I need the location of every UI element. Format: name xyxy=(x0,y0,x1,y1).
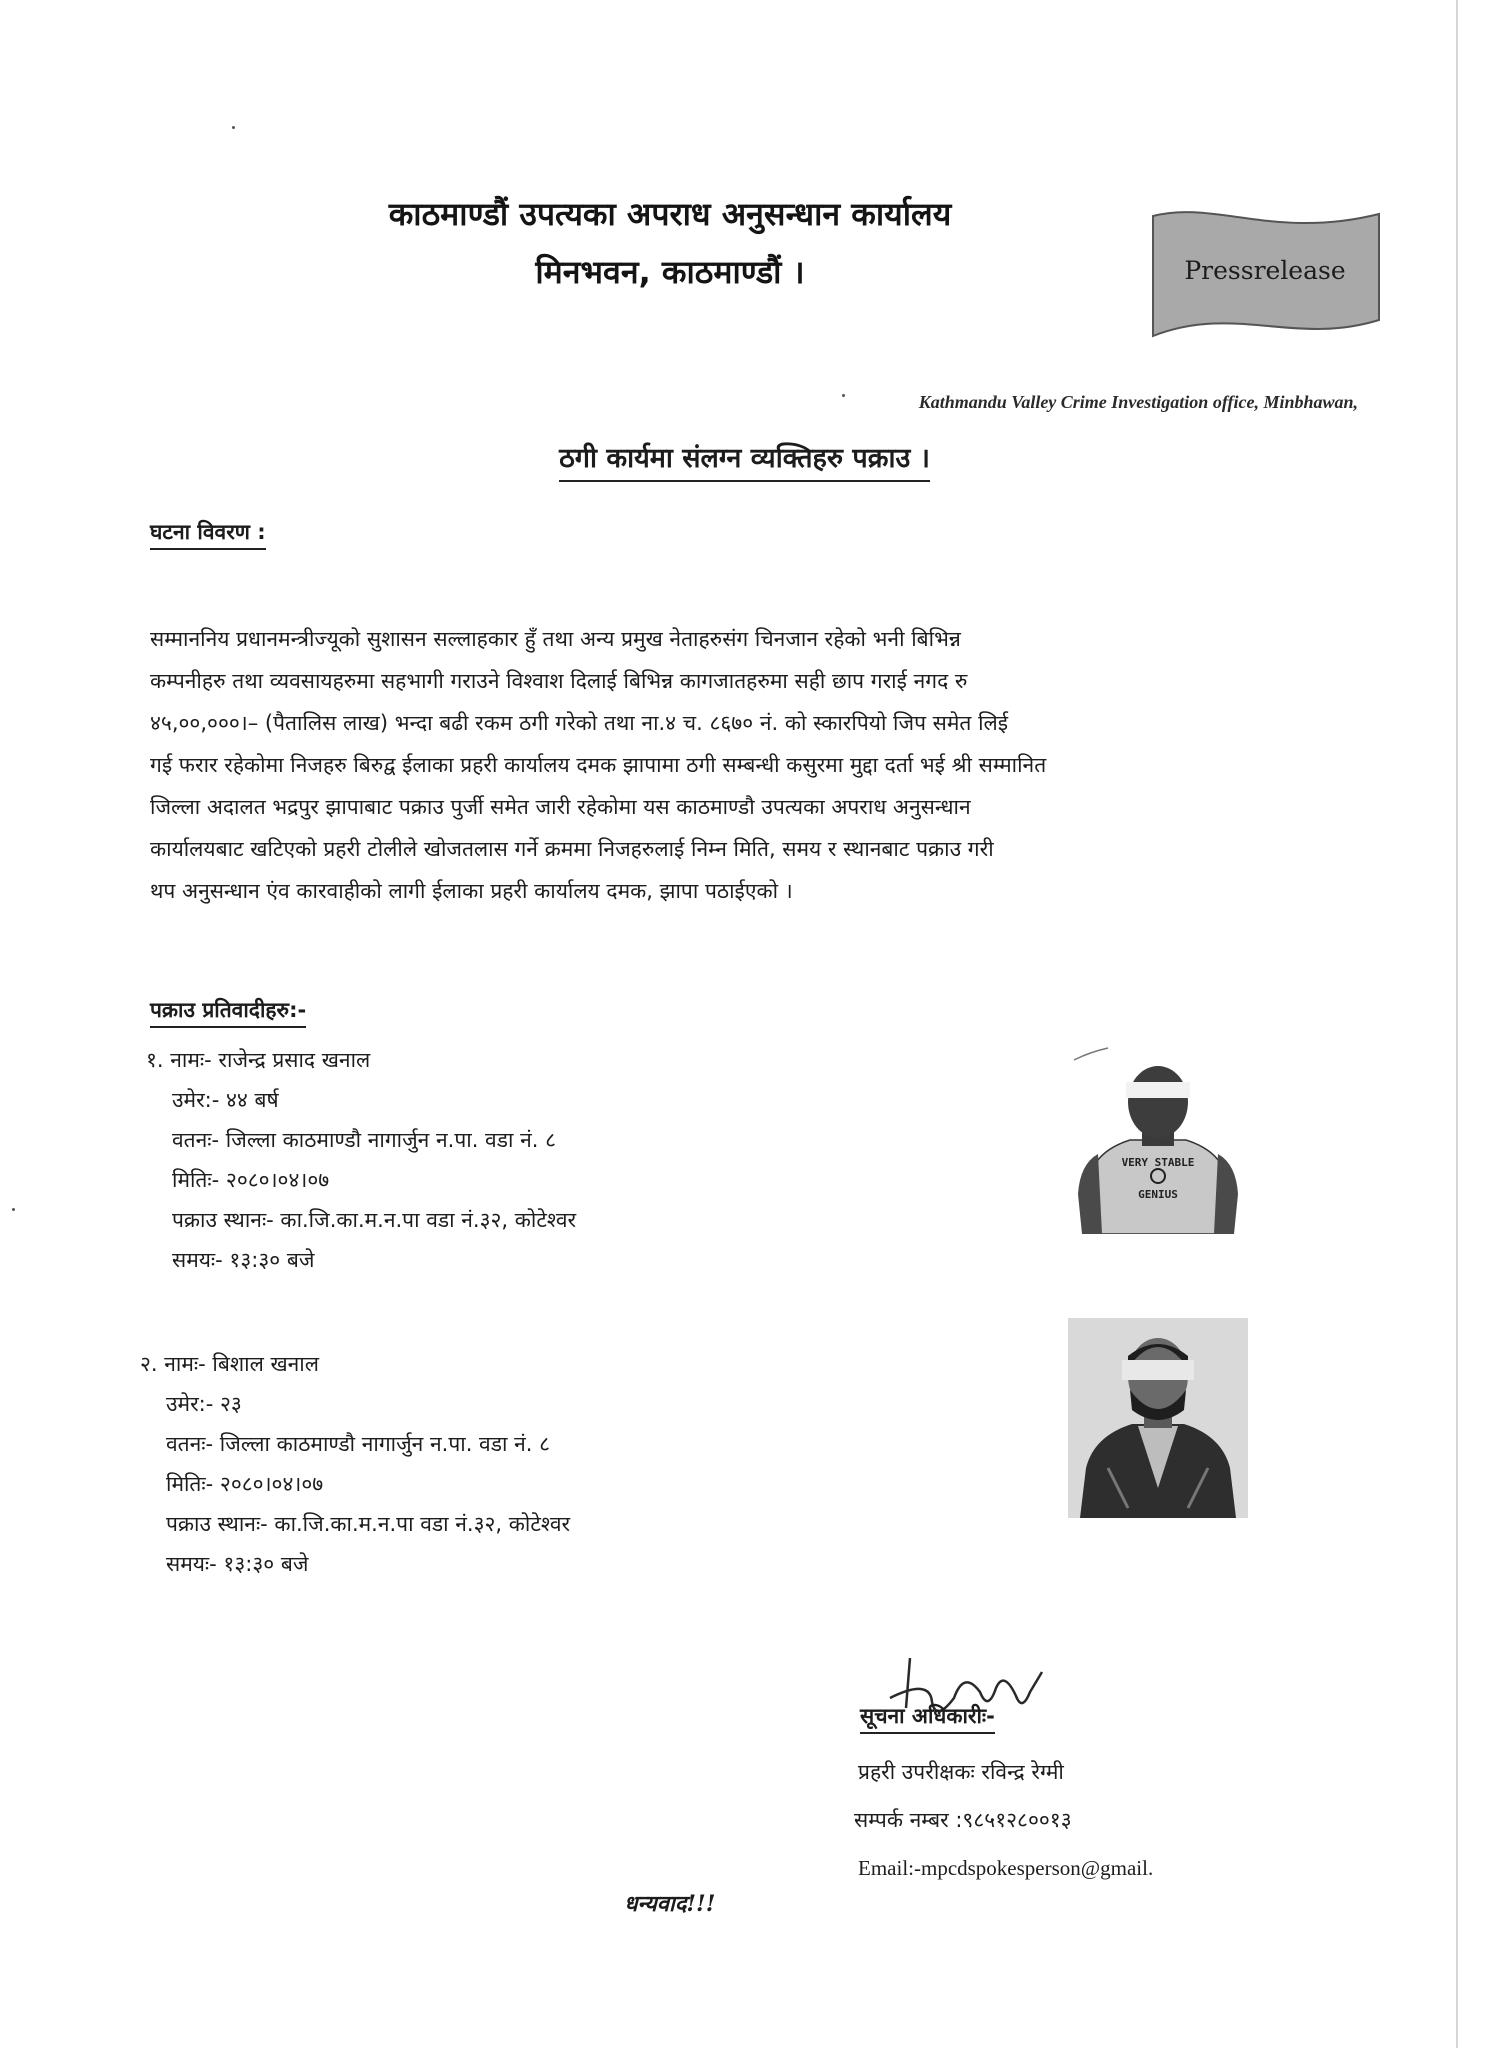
incident-paragraph xyxy=(150,618,1290,912)
english-office-line: Kathmandu Valley Crime Investigation office, Minbhawan, xyxy=(918,392,1358,412)
suspect-name: १. नामः- राजेन्द्र प्रसाद खनाल xyxy=(146,1048,371,1072)
paragraph-line: कार्यालयबाट खटिएको प्रहरी टोलीले खोजतलास गर्ने क्रममा निजहरुलाई निम्न मिति, समय र स्थानबाट पक्राउ गरी xyxy=(150,837,994,861)
closing-thanks: धन्यवाद!!! xyxy=(624,1891,716,1917)
suspect-1-photo xyxy=(1068,1044,1248,1234)
suspect-2-figure xyxy=(1068,1318,1248,1518)
page-title xyxy=(0,438,1489,475)
suspect-2-details xyxy=(140,1344,570,1584)
officer-email: Email:-mpcdspokesperson@gmail. xyxy=(858,1856,1154,1880)
suspect-date: मितिः- २०८०।०४।०७ xyxy=(166,1472,324,1496)
paragraph-line: ४५,००,०००।– (पैतालिस लाख) भन्दा बढी रकम ठगी गरेको तथा ना.४ च. ८६७० नं. को स्कारपियो जिप समेत लिई xyxy=(150,711,1009,735)
incident-heading xyxy=(150,518,266,546)
suspect-place: पक्राउ स्थानः- का.जि.का.म.न.पा वडा नं.३२, कोटेश्वर xyxy=(166,1512,571,1536)
arrested-label: पक्राउ प्रतिवादीहरु:- xyxy=(150,998,306,1028)
officer-name: प्रहरी उपरीक्षकः रविन्द्र रेग्मी xyxy=(858,1760,1064,1784)
page-title-text: ठगी कार्यमा संलग्न व्यक्तिहरु पक्राउ । xyxy=(559,443,930,482)
suspect-age: उमेर:- २३ xyxy=(166,1392,242,1416)
suspect-name: २. नामः- बिशाल खनाल xyxy=(140,1352,319,1376)
paragraph-line: थप अनुसन्धान एंव कारवाहीको लागी ईलाका प्रहरी कार्यालय दमक, झापा पठाईएको । xyxy=(150,879,793,903)
officer-phone: सम्पर्क नम्बर :९८५१२८००१३ xyxy=(854,1808,1072,1832)
page-edge xyxy=(1456,0,1458,2048)
suspect-address: वतनः- जिल्ला काठमाण्डौ नागार्जुन न.पा. वडा नं. ८ xyxy=(172,1128,556,1152)
arrested-heading xyxy=(150,996,306,1024)
press-release-label: Pressrelease xyxy=(1184,256,1346,285)
shirt-print-bottom: GENIUS xyxy=(1138,1188,1178,1201)
suspect-date: मितिः- २०८०।०४।०७ xyxy=(172,1168,330,1192)
scan-speck xyxy=(12,1208,15,1211)
shirt-print-top: VERY STABLE xyxy=(1121,1156,1195,1169)
incident-label: घटना विवरण : xyxy=(150,520,266,550)
office-location: मिनभवन, काठमाण्डौं । xyxy=(535,253,805,291)
suspect-2-photo xyxy=(1068,1318,1248,1518)
suspect-1-figure xyxy=(1068,1044,1248,1234)
press-release-badge xyxy=(1145,200,1385,340)
office-name: काठमाण्डौं उपत्यका अपराध अनुसन्धान कार्यालय xyxy=(388,195,952,233)
suspect-address: वतनः- जिल्ला काठमाण्डौ नागार्जुन न.पा. वडा नं. ८ xyxy=(166,1432,550,1456)
suspect-place: पक्राउ स्थानः- का.जि.का.म.न.पा वडा नं.३२, कोटेश्वर xyxy=(172,1208,577,1232)
scan-speck xyxy=(232,126,235,129)
suspect-time: समयः- १३:३० बजे xyxy=(172,1248,315,1272)
officer-heading xyxy=(860,1702,995,1730)
paragraph-line: कम्पनीहरु तथा व्यवसायहरुमा सहभागी गराउने विश्वाश दिलाई बिभिन्न कागजातहरुमा सही छाप गराई नगद रु xyxy=(150,669,968,693)
paragraph-line: गई फरार रहेकोमा निजहरु बिरुद्व ईलाका प्रहरी कार्यालय दमक झापामा ठगी सम्बन्धी कसुरमा मुद्दा दर्ता भई श्री सम्मानित xyxy=(150,753,1047,777)
paragraph-line: सम्माननिय प्रधानमन्त्रीज्यूको सुशासन सल्लाहकार हुँ तथा अन्य प्रमुख नेताहरुसंग चिनजान रहेको भनी बिभिन्न xyxy=(150,627,961,651)
suspect-age: उमेर:- ४४ बर्ष xyxy=(172,1088,279,1112)
suspect-time: समयः- १३:३० बजे xyxy=(166,1552,309,1576)
officer-label: सूचना अधिकारीः- xyxy=(860,1704,995,1734)
paragraph-line: जिल्ला अदालत भद्रपुर झापाबाट पक्राउ पुर्जी समेत जारी रहेकोमा यस काठमाण्डौ उपत्यका अपराध अनुसन्धान xyxy=(150,795,971,819)
suspect-1-details xyxy=(146,1040,576,1280)
